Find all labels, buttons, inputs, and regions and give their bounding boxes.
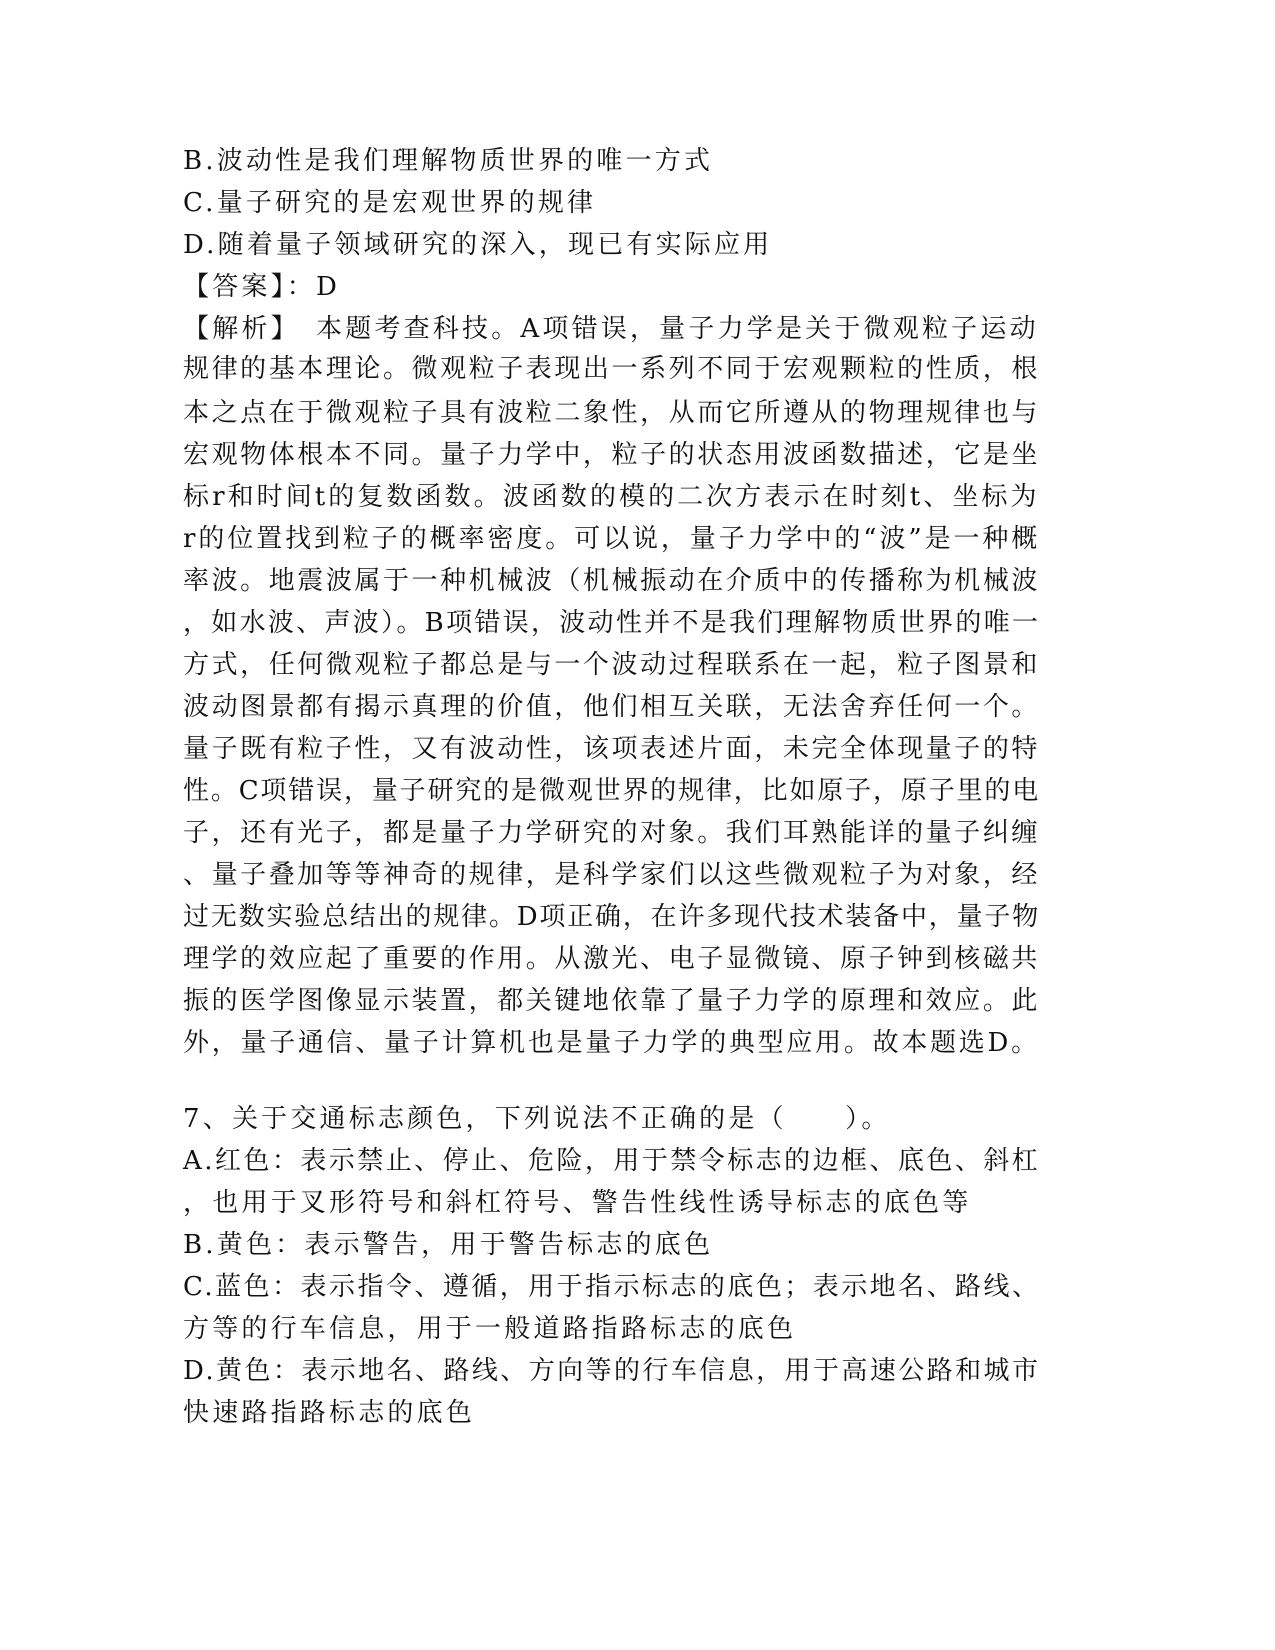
q7-option-a: A.红色：表示禁止、停止、危险，用于禁令标志的边框、底色、斜杠 <box>183 1146 1041 1176</box>
q7-stem: 7、关于交通标志颜色，下列说法不正确的是（ ）。 <box>183 1104 891 1134</box>
q6-answer: 【答案】：D <box>183 272 341 302</box>
q6-analysis-line: ，如水波、声波）。B项错误，波动性并不是我们理解物质世界的唯一 <box>183 608 1041 638</box>
q6-analysis-line: 标r和时间t的复数函数。波函数的模的二次方表示在时刻t、坐标为 <box>183 482 1040 512</box>
q7-option-d: D.黄色：表示地名、路线、方向等的行车信息，用于高速公路和城市 <box>183 1356 1041 1386</box>
q7-option-c: C.蓝色：表示指令、遵循，用于指示标志的底色；表示地名、路线、 <box>183 1272 1041 1302</box>
q6-analysis-line: 宏观物体根本不同。量子力学中，粒子的状态用波函数描述，它是坐 <box>183 440 1041 470</box>
q6-analysis-line: 理学的效应起了重要的作用。从激光、电子显微镜、原子钟到核磁共 <box>183 944 1041 974</box>
q6-option-c: C.量子研究的是宏观世界的规律 <box>183 188 597 218</box>
q7-option-c-continued: 方等的行车信息，用于一般道路指路标志的底色 <box>183 1314 797 1344</box>
q7-option-b: B.黄色：表示警告，用于警告标志的底色 <box>183 1230 714 1260</box>
q6-analysis-line: 量子既有粒子性，又有波动性，该项表述片面，未完全体现量子的特 <box>183 734 1041 764</box>
q6-analysis-line: 子，还有光子，都是量子力学研究的对象。我们耳熟能详的量子纠缠 <box>183 818 1041 848</box>
q6-analysis-line: 振的医学图像显示装置，都关键地依靠了量子力学的原理和效应。此 <box>183 986 1041 1016</box>
q6-analysis-line: 本之点在于微观粒子具有波粒二象性，从而它所遵从的物理规律也与 <box>183 398 1041 428</box>
q6-analysis-line: 方式，任何微观粒子都总是与一个波动过程联系在一起，粒子图景和 <box>183 650 1041 680</box>
q6-analysis-line: 规律的基本理论。微观粒子表现出一系列不同于宏观颗粒的性质，根 <box>183 354 1041 384</box>
q6-analysis-line: 、量子叠加等等神奇的规律，是科学家们以这些微观粒子为对象，经 <box>183 860 1041 890</box>
q6-analysis-line: 外，量子通信、量子计算机也是量子力学的典型应用。故本题选D。 <box>183 1028 1040 1058</box>
q6-analysis-line: r的位置找到粒子的概率密度。可以说，量子力学中的“波”是一种概 <box>183 524 1041 554</box>
q6-analysis-line: 性。C项错误，量子研究的是微观世界的规律，比如原子，原子里的电 <box>183 776 1041 806</box>
q6-analysis-line: 波动图景都有揭示真理的价值，他们相互关联，无法舍弃任何一个。 <box>183 692 1041 722</box>
q6-option-b: B.波动性是我们理解物质世界的唯一方式 <box>183 146 714 176</box>
q6-analysis-line: 过无数实验总结出的规律。D项正确，在许多现代技术装备中，量子物 <box>183 902 1041 932</box>
q6-option-d: D.随着量子领域研究的深入，现已有实际应用 <box>183 230 773 260</box>
q6-analysis-line: 【解析】 本题考查科技。A项错误，量子力学是关于微观粒子运动 <box>183 314 1039 344</box>
q7-option-a-continued: ，也用于叉形符号和斜杠符号、警告性线性诱导标志的底色等 <box>183 1188 972 1218</box>
q7-option-d-continued: 快速路指路标志的底色 <box>183 1398 476 1428</box>
q6-analysis-line: 率波。地震波属于一种机械波（机械振动在介质中的传播称为机械波 <box>183 566 1041 596</box>
